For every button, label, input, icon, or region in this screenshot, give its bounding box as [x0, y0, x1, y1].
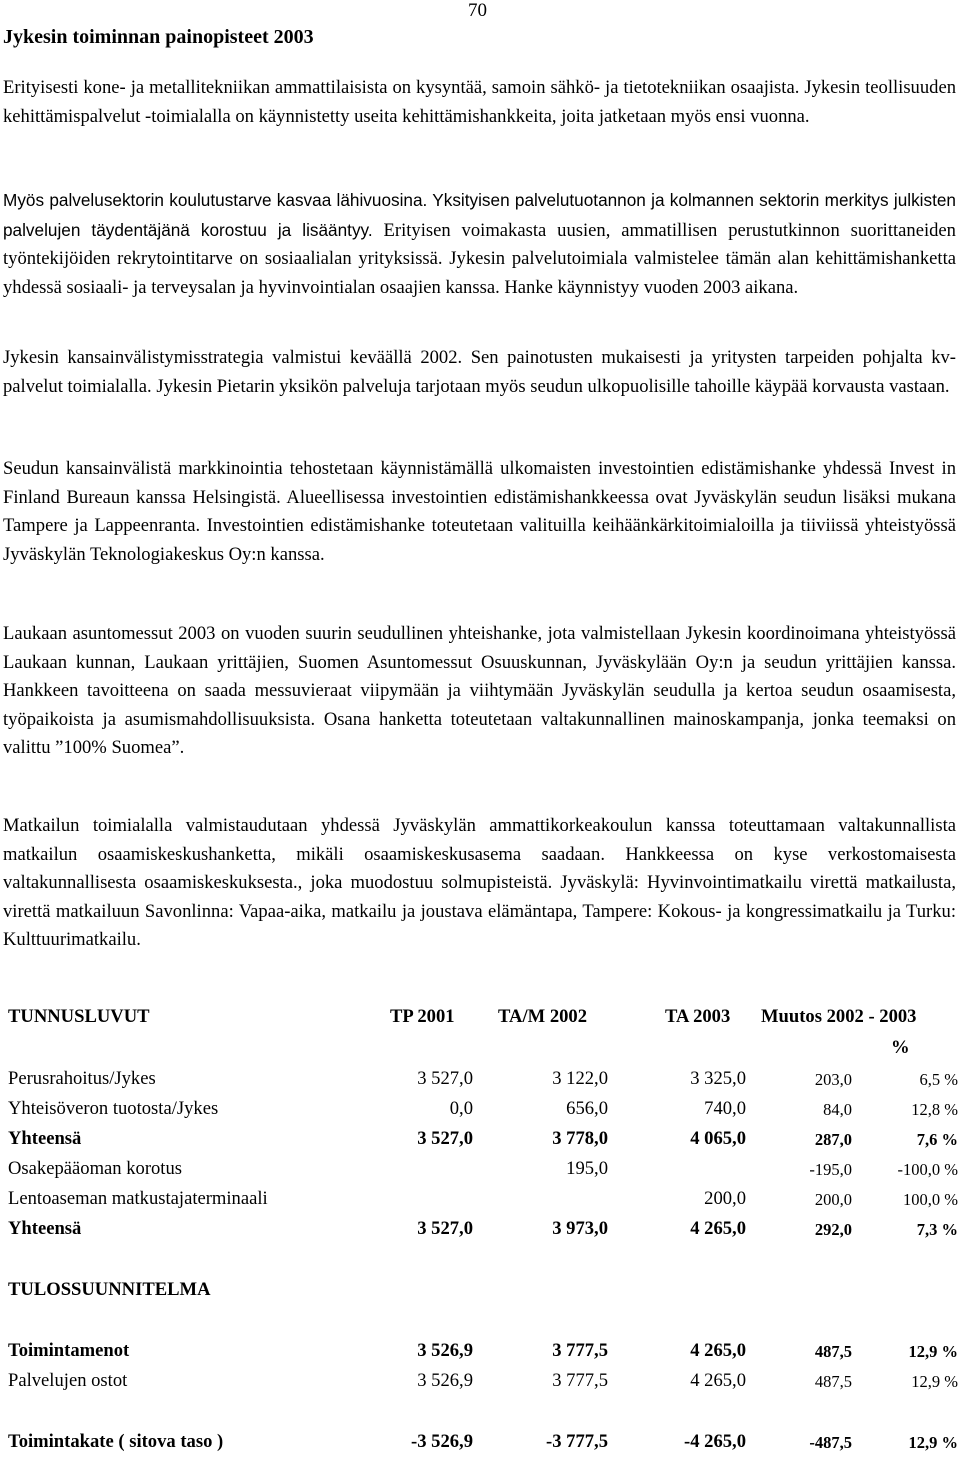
row-pct: 7,6 %	[916, 1130, 958, 1149]
paragraph-housing-fair: Laukaan asuntomessut 2003 on vuoden suurin seudullinen yhteishanke, jota valmistellaan Jykesin koordinoimana yhteistyössä Laukaan kunnan, Laukaan yrittäjien, Suomen Asuntomessut Osuuskunnan, Jyväskylään Oy:n ja seudun yrittäjien kanssa. Hankkeen tavoitteena on saada messuvieraat viipymään ja viihtymään Jyväskylän seudulla ja kertoa seudun osaamisesta, työpaikoista ja asumismahdollisuuksista. Osana hanketta toteutetaan valtakunnallinen mainoskampanja, jonka teemaksi on valittu ”100% Suomea”.	[3, 623, 956, 758]
row-ta2003: 4 065,0	[690, 1128, 746, 1149]
row-tp2001: 3 527,0	[417, 1128, 473, 1149]
row-ta2003: 4 265,0	[690, 1370, 746, 1391]
table-row-total	[8, 1128, 958, 1158]
page-heading: Jykesin toiminnan painopisteet 2003	[3, 26, 314, 48]
row-pct: 12,9 %	[911, 1372, 958, 1391]
table-row	[8, 1158, 958, 1188]
row-change: 200,0	[814, 1190, 852, 1209]
header-change: Muutos 2002 - 2003	[761, 1006, 917, 1027]
row-label: Yhteensä	[8, 1218, 82, 1239]
header-ta2003: TA 2003	[665, 1006, 731, 1027]
paragraph-industry: Erityisesti kone- ja metallitekniikan ammattilaisista on kysyntää, samoin sähkö- ja tietotekniikan osaajista. Jykesin teollisuuden kehittämispalvelut -toimialalla on käynnistetty useita kehittämishankkeita, joita jatketaan myös ensi vuonna.	[3, 77, 956, 127]
row-ta2003: 3 325,0	[690, 1068, 746, 1089]
row-tam2002: 3 973,0	[552, 1218, 608, 1239]
row-pct: 7,3 %	[916, 1220, 958, 1239]
row-ta2003: 200,0	[704, 1188, 746, 1209]
row-change: -195,0	[809, 1160, 852, 1179]
header-label: TUNNUSLUVUT	[8, 1006, 150, 1027]
paragraph-services-serif-text: Erityisen voimakasta uusien, ammatillisen perustutkinnon suorittaneiden työntekijöiden rekrytointitarve on sosiaalialan yrityksissä. Jykesin palvelutoimiala valmistelee tämän alan kehittämishanketta yhdessä sosiaali- ja terveysalan ja hyvinvointialan osaajien kanssa. Hanke käynnistyy vuoden 2003 aikana.	[3, 219, 956, 298]
row-tam2002: -3 777,5	[546, 1431, 608, 1452]
header-tp2001: TP 2001	[390, 1006, 455, 1027]
row-tam2002: 3 777,5	[552, 1340, 608, 1361]
row-ta2003: 4 265,0	[690, 1340, 746, 1361]
row-pct: 100,0 %	[903, 1190, 958, 1209]
table-row	[8, 1068, 958, 1098]
row-change: -487,5	[809, 1433, 852, 1452]
row-tam2002: 3 778,0	[552, 1128, 608, 1149]
row-tp2001: -3 526,9	[411, 1431, 473, 1452]
table-row-total	[8, 1431, 958, 1461]
key-figures-header-pct	[8, 1037, 958, 1067]
row-change: 292,0	[814, 1220, 852, 1239]
key-figures-header	[8, 1006, 958, 1036]
row-tp2001: 3 526,9	[417, 1370, 473, 1391]
row-ta2003: -4 265,0	[684, 1431, 746, 1452]
row-pct: 6,5 %	[919, 1070, 958, 1089]
table-row	[8, 1340, 958, 1370]
paragraph-internationalization: Jykesin kansainvälistymisstrategia valmistui keväällä 2002. Sen painotusten mukaisesti ja yritysten tarpeiden pohjalta kv-palvelut toimialalla. Jykesin Pietarin yksikön palveluja tarjotaan myös seudun ulkopuolisille tahoille käypää korvausta vastaan.	[3, 347, 956, 397]
result-plan-title	[8, 1279, 958, 1309]
table-row-total	[8, 1218, 958, 1248]
row-change: 287,0	[814, 1130, 852, 1149]
paragraph-services	[3, 186, 956, 302]
row-tp2001: 3 526,9	[417, 1340, 473, 1361]
row-tam2002: 3 777,5	[552, 1370, 608, 1391]
row-label: Lentoaseman matkustajaterminaali	[8, 1188, 268, 1209]
paragraph-tourism: Matkailun toimialalla valmistaudutaan yhdessä Jyväskylän ammattikorkeakoulun kanssa toteuttamaan valtakunnallista matkailun osaamiskeskushanketta, mikäli osaamiskeskusasema saadaan. Hankkeessa on kyse verkostomaisesta valtakunnallisesta osaamiskeskuksesta., joka muodostuu solmupisteistä. Jyväskylä: Hyvinvointimatkailu virettä matkailusta, virettä matkailuun Savonlinna: Vapaa-aika, matkailu ja joustava elämäntapa, Tampere: Kokous- ja kongressimatkailu ja Turku: Kulttuurimatkailu.	[3, 815, 956, 950]
row-tam2002: 195,0	[566, 1158, 608, 1179]
row-pct: 12,9 %	[908, 1342, 958, 1361]
row-change: 487,5	[814, 1342, 852, 1361]
row-pct: 12,8 %	[911, 1100, 958, 1119]
row-pct: -100,0 %	[897, 1160, 958, 1179]
row-change: 84,0	[823, 1100, 852, 1119]
table-row	[8, 1188, 958, 1218]
header-tam2002: TA/M 2002	[498, 1006, 588, 1027]
row-label: Toimintakate ( sitova taso )	[8, 1431, 224, 1452]
row-tam2002: 656,0	[566, 1098, 608, 1119]
row-tp2001: 0,0	[449, 1098, 473, 1119]
row-pct: 12,9 %	[908, 1433, 958, 1452]
row-label: Toimintamenot	[8, 1340, 130, 1361]
row-change: 203,0	[814, 1070, 852, 1089]
row-label: Yhteensä	[8, 1128, 82, 1149]
header-pct: %	[891, 1037, 910, 1058]
result-plan-title-text: TULOSSUUNNITELMA	[8, 1279, 211, 1300]
row-ta2003: 740,0	[704, 1098, 746, 1119]
row-label: Yhteisöveron tuotosta/Jykes	[8, 1098, 219, 1119]
paragraph-investment: Seudun kansainvälistä markkinointia tehostetaan käynnistämällä ulkomaisten investointien edistämishanke yhdessä Invest in Finland Bureaun kanssa Helsingistä. Alueellisessa investointien edistämishankkeessa ovat Jyväskylän seudun lisäksi mukana Tampere ja Lappeenranta. Investointien edistämishanke toteutetaan valituilla keihäänkärkitoimialoilla ja tiiviissä yhteistyössä Jyväskylän Teknologiakeskus Oy:n kanssa.	[3, 458, 956, 565]
table-row	[8, 1098, 958, 1128]
paragraph-services-sans-text: Myös palvelusektorin koulutustarve kasvaa lähivuosina. Yksityisen palvelutuotannon ja kolmannen sektorin merkitys julkisten palvelujen täydentäjänä korostuu ja lisääntyy.	[3, 190, 956, 240]
page-number: 70	[468, 0, 487, 21]
table-row	[8, 1370, 958, 1400]
row-tp2001: 3 527,0	[417, 1068, 473, 1089]
row-tam2002: 3 122,0	[552, 1068, 608, 1089]
row-ta2003: 4 265,0	[690, 1218, 746, 1239]
row-label: Perusrahoitus/Jykes	[8, 1068, 156, 1089]
row-label: Palvelujen ostot	[8, 1370, 128, 1391]
row-tp2001: 3 527,0	[417, 1218, 473, 1239]
row-change: 487,5	[814, 1372, 852, 1391]
row-label: Osakepääoman korotus	[8, 1158, 183, 1179]
